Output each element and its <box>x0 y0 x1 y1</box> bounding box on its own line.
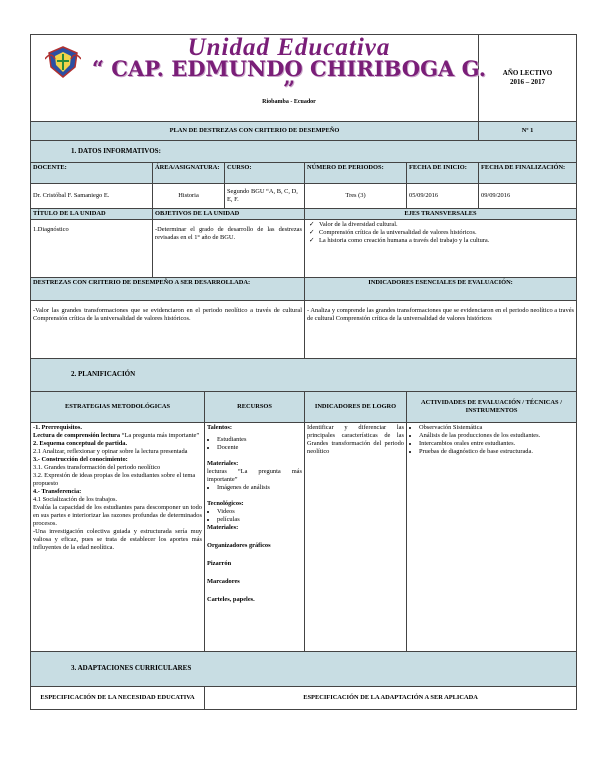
col-docente: DOCENTE: <box>31 162 153 183</box>
construction-step-1: 3.1. Grandes transformación del periodo neolítico <box>33 463 161 471</box>
tecnologicos-list <box>207 508 302 524</box>
material-item: • Imágenes de análisis <box>217 484 302 492</box>
col-indicadores-logro: INDICADORES DE LOGRO <box>305 391 407 422</box>
actividad-item: • Intercambios orales entre estudiantes. <box>419 440 574 448</box>
docente-value: Dr. Cristóbal F. Samaniego E. <box>31 183 153 208</box>
estrategias-cell <box>31 422 205 651</box>
col-curso: CURSO: <box>225 162 305 183</box>
school-year-cell <box>479 35 577 122</box>
col-estrategias: ESTRATEGIAS METODOLÓGICAS <box>31 391 205 422</box>
plan-table <box>30 34 577 710</box>
tecnologico-item: • películas <box>217 516 302 524</box>
organizadores-value: Organizadores gráficos <box>207 541 271 549</box>
col-actividades: ACTIVIDADES DE EVALUACIÓN / TÉCNICAS / INSTRUMENTOS <box>407 391 577 422</box>
school-year-label: AÑO LECTIVO <box>502 69 553 78</box>
eje-item: ✓ La historia como creación humana a través del trabajo y la cultura. <box>319 237 574 245</box>
col-indicadores: INDICADORES ESENCIALES DE EVALUACIÓN: <box>305 277 577 300</box>
fin-value: 09/09/2016 <box>479 183 577 208</box>
indicadores-logro-value: Identificar y diferenciar las principales características de las Grandes transformación del periodo neolítico <box>305 422 407 651</box>
col-titulo-unidad: TÍTULO DE LA UNIDAD <box>31 208 153 219</box>
plan-number: Nº 1 <box>479 122 577 141</box>
col-recursos: RECURSOS <box>205 391 305 422</box>
actividad-item: • Pruebas de diagnóstico de base estructurada. <box>419 448 574 456</box>
col-destrezas: DESTREZAS CON CRITERIO DE DESEMPEÑO A SER DESARROLLADA: <box>31 277 305 300</box>
reading-line <box>33 432 202 440</box>
construction-heading: 3.- Construcción del conocimiento: <box>33 455 128 463</box>
transfer-step-2: Evalúa la capacidad de los estudiantes para descomponer un todo en sus partes e interiorizar las razones profundas de determinados procesos. <box>33 503 202 527</box>
col-objetivos: OBJETIVOS DE LA UNIDAD <box>153 208 305 219</box>
periodos-value: Tres (3) <box>305 183 407 208</box>
reading-label: Lectura de comprensión lectura <box>33 431 121 439</box>
col-periodos: NÚMERO DE PERIODOS: <box>305 162 407 183</box>
transfer-heading: 4.- Transferencia: <box>33 487 82 495</box>
institution-header <box>31 34 487 122</box>
inicio-value: 05/09/2016 <box>407 183 479 208</box>
eje-item: ✓ Comprensión crítica de la universalidad de valores históricos. <box>319 229 574 237</box>
col-adaptacion: ESPECIFICACIÓN DE LA ADAPTACIÓN A SER APLICADA <box>205 686 577 709</box>
talento-item: • Docente <box>217 444 302 452</box>
tecnologico-item: • Videos <box>217 508 302 516</box>
materiales-heading: Materiales: <box>207 459 239 467</box>
institution-brand <box>89 34 489 107</box>
section1-title: 1. DATOS INFORMATIVOS: <box>31 141 577 163</box>
talentos-list <box>207 436 302 452</box>
section3-title: 3. ADAPTACIONES CURRICULARES <box>31 651 577 686</box>
materiales2-heading: Materiales: <box>207 523 239 531</box>
talentos-heading: Talentos: <box>207 423 232 431</box>
school-year-value: 2016 – 2017 <box>510 78 546 86</box>
reading-title: “La pregunta más importante” <box>120 431 200 439</box>
titulo-unidad-value: 1.Diagnóstico <box>31 219 153 277</box>
institution-name: “ CAP. EDMUNDO CHIRIBOGA G. ” <box>91 56 487 101</box>
materiales-list <box>207 484 302 492</box>
planning-document <box>30 34 576 710</box>
school-crest-icon <box>45 45 81 79</box>
col-necesidad: ESPECIFICACIÓN DE LA NECESIDAD EDUCATIVA <box>31 686 205 709</box>
actividades-cell <box>407 422 577 651</box>
destrezas-value: -Valor las grandes transformaciones que se evidenciaron en el periodo neolítico a través de cultural Comprensión crítica de la universalidad de valores históricos. <box>31 300 305 358</box>
schema-step: 2.1 Analizar, reflexionar y opinar sobre la lectura presentada <box>33 447 188 455</box>
col-fin: FECHA DE FINALIZACIÓN: <box>479 162 577 183</box>
actividad-item: • Análisis de las producciones de los estudiantes. <box>419 432 574 440</box>
construction-step-2: 3.2. Expresión de ideas propias de los estudiantes sobre el tema propuesto <box>33 471 196 487</box>
marcadores-value: Marcadores <box>207 577 240 585</box>
recursos-cell <box>205 422 305 651</box>
institution-location: Riobamba - Ecuador <box>262 99 316 105</box>
transfer-step-1: 4.1 Socialización de los trabajos. <box>33 495 118 503</box>
actividad-item: • Observación Sistemática <box>419 424 574 432</box>
col-area: ÁREA/ASIGNATURA: <box>153 162 225 183</box>
lecturas-value: lecturas “La pregunta más importante” <box>207 467 302 483</box>
col-inicio: FECHA DE INICIO: <box>407 162 479 183</box>
tecnologicos-heading: Tecnológicos: <box>207 499 244 507</box>
objetivos-value: -Determinar el grado de desarrollo de las destrezas revisadas en el 1° año de BGU. <box>153 219 305 277</box>
schema-heading: 2. Esquema conceptual de partida. <box>33 439 128 447</box>
actividades-list <box>409 424 574 456</box>
talento-item: • Estudiantes <box>217 436 302 444</box>
indicadores-value: - Analiza y comprende las grandes transformaciones que se evidenciaron en el periodo neolítico a través de cultural Comprensión crítica de la universalidad de valores históricos <box>305 300 577 358</box>
section2-title: 2. PLANIFICACIÓN <box>31 358 577 391</box>
carteles-value: Carteles, papeles. <box>207 595 255 603</box>
institution-type: Unidad Educativa <box>187 34 391 61</box>
ejes-cell <box>305 219 577 277</box>
plan-title: PLAN DE DESTREZAS CON CRITERIO DE DESEMPEÑO <box>31 122 479 141</box>
ejes-list <box>307 221 574 245</box>
col-ejes: EJES TRANSVERSALES <box>305 208 577 219</box>
area-value: Historia <box>153 183 225 208</box>
pizarron-value: Pizarrón <box>207 559 232 567</box>
curso-value: Segundo BGU “A, B, C, D, E, F. <box>225 183 305 208</box>
transfer-step-3: -Una investigación colectiva guiada y estructurada sería muy valiosa y eficaz, pues se trata de establecer los aportes más influyentes de la edad neolítica. <box>33 527 202 551</box>
eje-item: ✓ Valor de la diversidad cultural. <box>319 221 574 229</box>
prerequisites-heading: -1. Prerrequisitos. <box>33 423 82 431</box>
